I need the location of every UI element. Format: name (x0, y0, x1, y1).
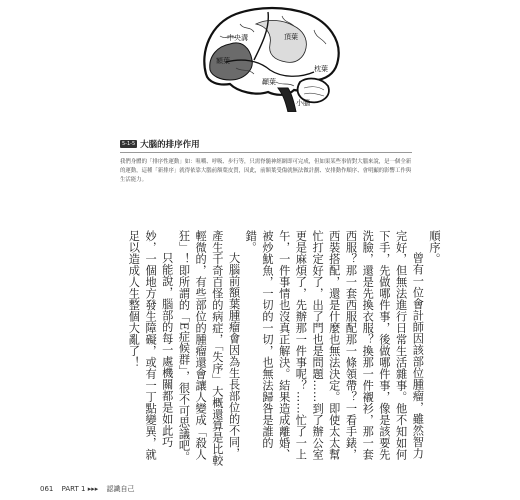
body-paragraph: 曾有一位會計師因該部位腫瘤，雖然智力完好，但無法進行日常生活雜事。他不知如何下手，先做哪件事，後做哪件事，像是該要先洗臉，還是先換衣服？換那一件襯衫，那一套西服？那一套西服配那一條領帶？一看手錶，西裝搭配，還是什麼也無法決定。即使太太幫忙打定好了，出了門也是問題……到了辦公室更是麻煩了，先辦那一件事呢？……忙了一上午，一件事情也沒真正解決。結果造成離婚、被炒魷魚，一切的一切，也無法歸咎是誰的錯。 (244, 230, 425, 460)
vertical-body-text (100, 230, 442, 470)
body-paragraph: 大腦前額葉腫瘤會因為生長部位的不同，產生千奇百怪的病症，「失序」大概還算是比較輕微的，有些部位的腫瘤還會讓人變成「殺人狂」！即所謂的「E症候群」，很不可思議吧。 (177, 230, 241, 466)
caption-title: 大腦的排序作用 (140, 140, 200, 150)
occipital-lobe-label: 枕葉 (314, 65, 328, 73)
caption-tag-badge: 5-1-5 (122, 141, 136, 147)
frontal-lobe-label: 額葉 (216, 57, 230, 65)
central-sulcus-label: 中央溝 (227, 34, 248, 42)
figure-caption-heading (120, 138, 200, 150)
caption-body: 我們身體的「排序性運動」如：咀嚼、呼吸、步行等，只需脊髓神經網即可完成，但如果某些事情對大腦來說，是一個全新的運動，這種「新排序」就得依靠大腦前額葉皮質，因此，前額葉受傷就無法做計劃、安排動作順序、會明顯的影響工作與生活能力。 (120, 159, 412, 183)
section-label: 認識自己 (106, 485, 135, 493)
brain-diagram (196, 4, 346, 112)
part-label: PART 1 ▸▸▸ (61, 485, 99, 493)
page-footer (40, 484, 140, 494)
temporal-lobe-label: 顳葉 (262, 78, 276, 86)
caption-divider (120, 152, 412, 153)
body-paragraph: 只能說，腦部的每一處機關都是如此巧妙，一個地方發生障礙，或有一丁點變異，就足以造成人生整個大亂了！ (127, 230, 174, 460)
body-paragraph: 順序。 (428, 230, 441, 265)
cerebellum-label: 小腦 (296, 99, 310, 107)
lateral-sulcus-label: 側裂 (217, 90, 231, 98)
page-number: 061 (40, 485, 54, 493)
parietal-lobe-label: 頂葉 (284, 33, 298, 41)
